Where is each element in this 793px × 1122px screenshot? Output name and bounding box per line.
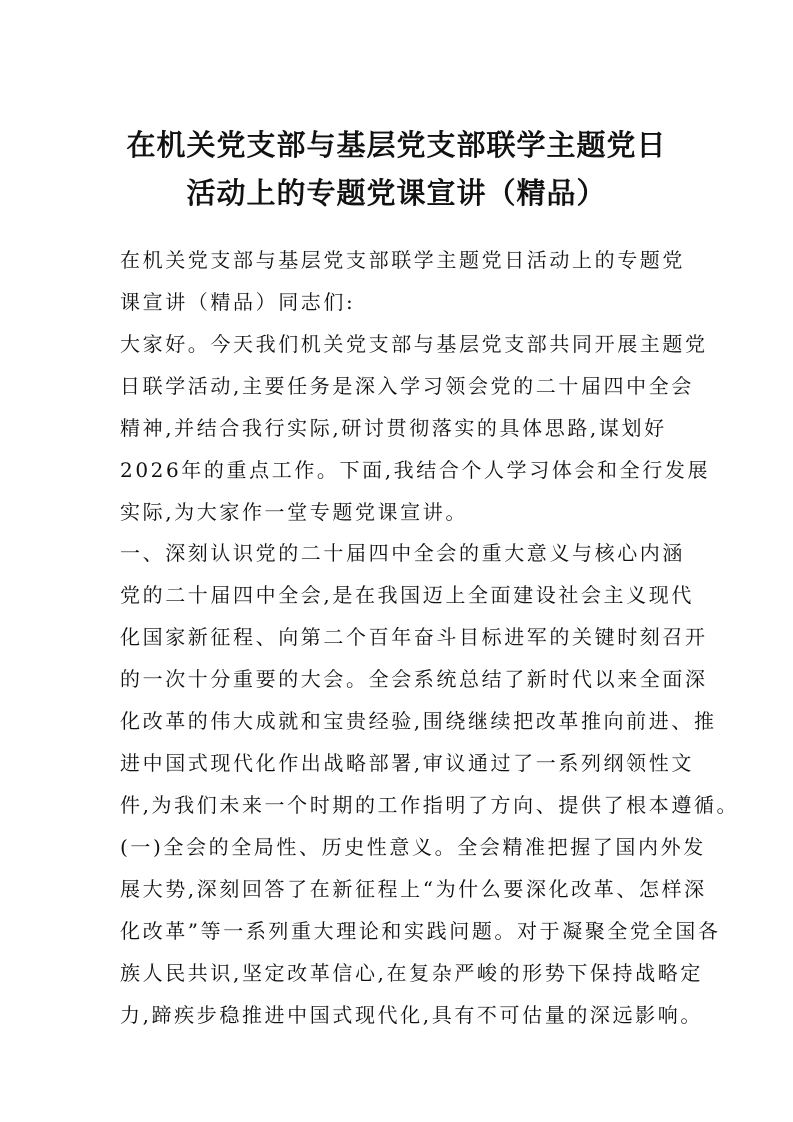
section-heading: 一、深刻认识党的二十届四中全会的重大意义与核心内涵	[120, 541, 685, 565]
body-line: 展大势,深刻回答了在新征程上“为什么要深化改革、怎样深	[120, 877, 707, 901]
body-line: 件,为我们未来一个时期的工作指明了方向、提供了根本遵循。	[120, 793, 740, 817]
body-line: 在机关党支部与基层党支部联学主题党日活动上的专题党	[120, 248, 685, 272]
body-line: 大家好。今天我们机关党支部与基层党支部共同开展主题党	[120, 332, 708, 356]
body-line: 化改革”等一系列重大理论和实践问题。对于凝聚全党全国各	[120, 919, 721, 943]
body-line: 化改革的伟大成就和宝贵经验,围绕继续把改革推向前进、推	[120, 709, 717, 733]
body-line: 课宣讲（精品）同志们:	[120, 290, 356, 314]
body-line: 2026年的重点工作。下面,我结合个人学习体会和全行发展	[120, 458, 711, 482]
body-line: 日联学活动,主要任务是深入学习领会党的二十届四中全会	[120, 374, 694, 398]
document-title-line-1: 在机关党支部与基层党支部联学主题党日	[126, 128, 667, 162]
body-line: 实际,为大家作一堂专题党课宣讲。	[120, 500, 468, 524]
document-title-line-2: 活动上的专题党课宣讲（精品）	[186, 176, 607, 210]
body-line: 力,蹄疾步稳推进中国式现代化,具有不可估量的深远影响。	[120, 1003, 703, 1027]
body-line: 党的二十届四中全会,是在我国迈上全面建设社会主义现代	[120, 583, 694, 607]
body-line: 族人民共识,坚定改革信心,在复杂严峻的形势下保持战略定	[120, 961, 703, 985]
body-line: 进中国式现代化作出战略部署,审议通过了一系列纲领性文	[120, 751, 694, 775]
body-line: 化国家新征程、向第二个百年奋斗目标进军的关键时刻召开	[120, 625, 708, 649]
body-line: 的一次十分重要的大会。全会系统总结了新时代以来全面深	[120, 667, 708, 691]
body-line: 精神,并结合我行实际,研讨贯彻落实的具体思路,谋划好	[120, 416, 667, 440]
subsection-line: (一)全会的全局性、历史性意义。全会精准把握了国内外发	[120, 835, 706, 859]
